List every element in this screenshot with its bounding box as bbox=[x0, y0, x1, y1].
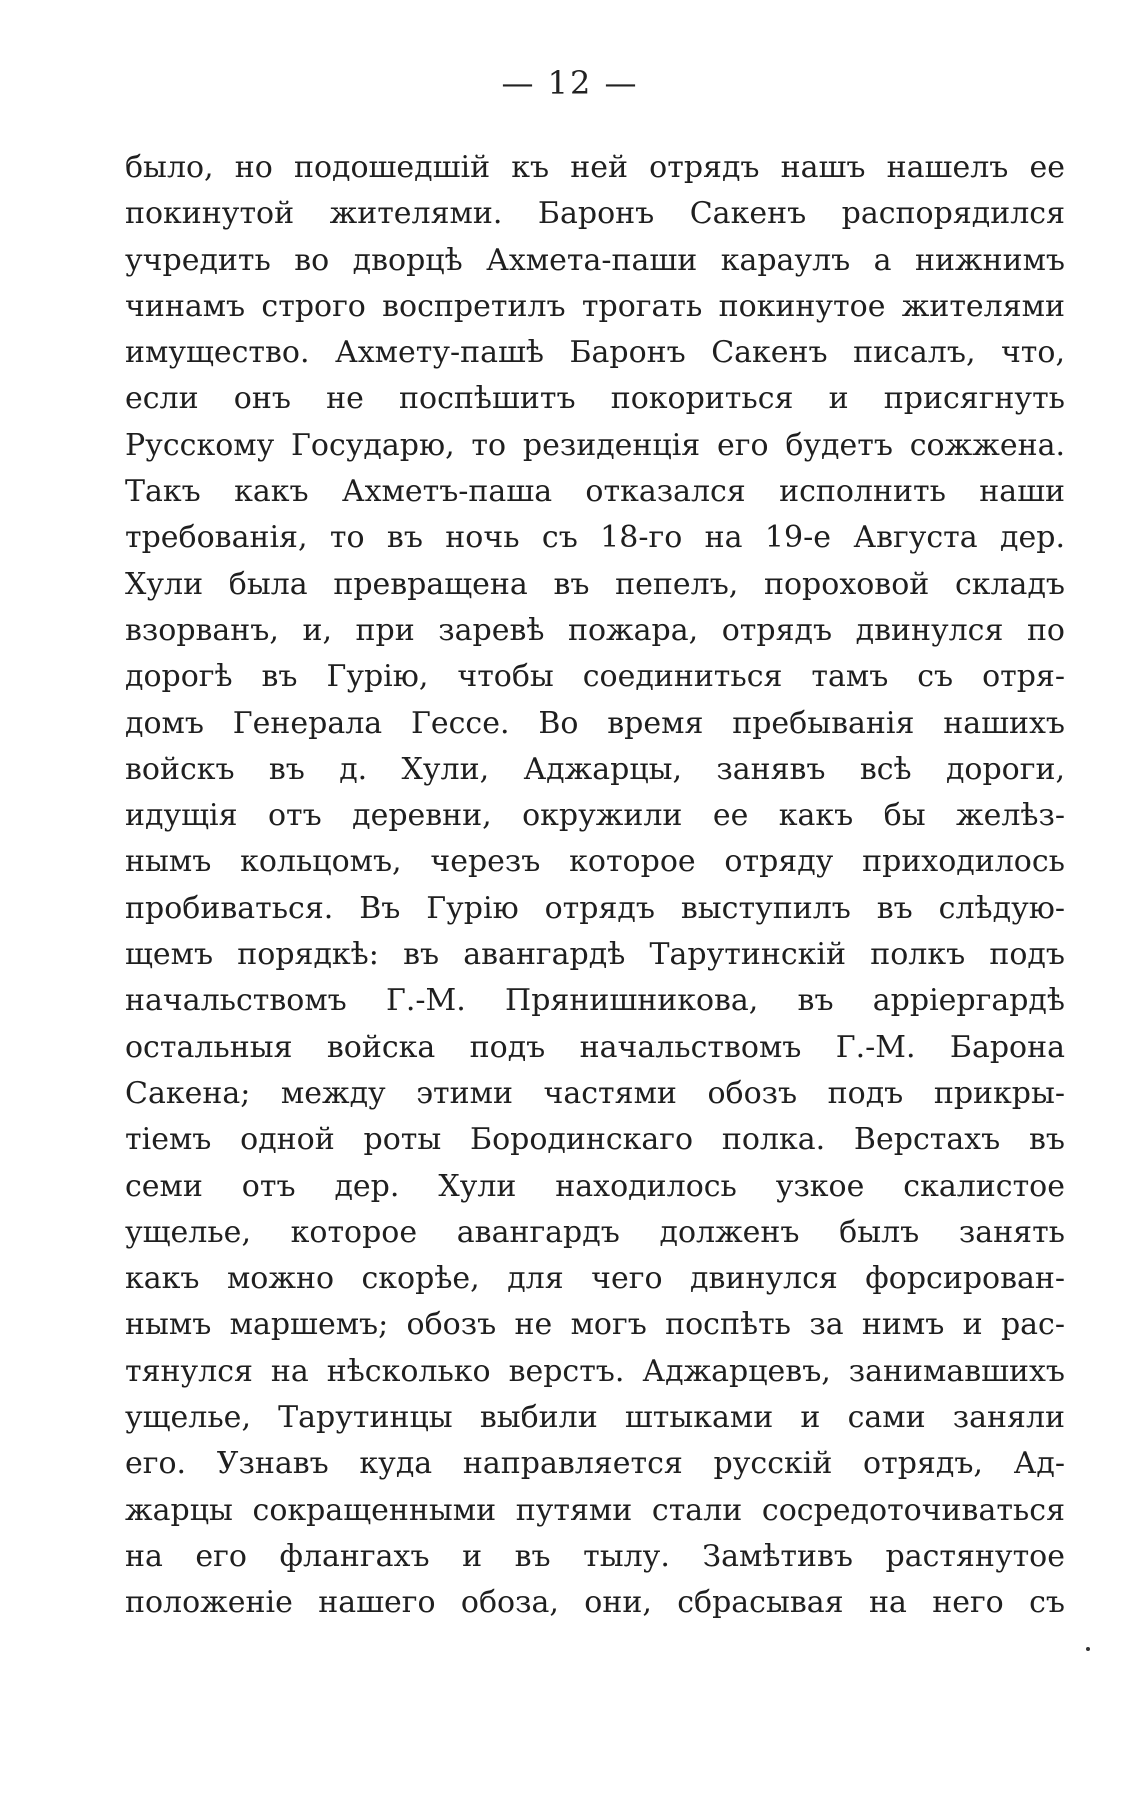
text-line: требованія, то въ ночь съ 18-го на 19-е Августа дер. bbox=[125, 520, 1065, 556]
text-line: нымъ маршемъ; обозъ не могъ поспѣть за нимъ и рас- bbox=[125, 1307, 1065, 1343]
text-line: начальствомъ Г.-М. Прянишникова, въ арріергардѣ bbox=[125, 983, 1065, 1019]
text-line: щемъ порядкѣ: въ авангардѣ Тарутинскій полкъ подъ bbox=[125, 937, 1065, 973]
text-line: Русскому Государю, то резиденція его будетъ сожжена. bbox=[125, 427, 1065, 463]
text-line: положеніе нашего обоза, они, сбрасывая на него съ bbox=[125, 1585, 1065, 1621]
text-line: Такъ какъ Ахметъ-паша отказался исполнить наши bbox=[125, 474, 1065, 510]
text-line: нымъ кольцомъ, черезъ которое отряду приходилось bbox=[125, 844, 1065, 880]
text-line: домъ Генерала Гессе. Во время пребыванія нашихъ bbox=[125, 705, 1065, 741]
text-line: остальныя войска подъ начальствомъ Г.-М. Барона bbox=[125, 1029, 1065, 1065]
text-line: ущелье, Тарутинцы выбили штыками и сами заняли bbox=[125, 1400, 1065, 1436]
page-number: — 12 — bbox=[501, 64, 639, 102]
text-line: семи отъ дер. Хули находилось узкое скалистое bbox=[125, 1168, 1065, 1204]
text-line: если онъ не поспѣшитъ покориться и присягнуть bbox=[125, 381, 1065, 417]
text-line: жарцы сокращенными путями стали сосредоточиваться bbox=[125, 1492, 1065, 1528]
text-line: войскъ въ д. Хули, Аджарцы, занявъ всѣ дороги, bbox=[125, 751, 1065, 787]
text-line: было, но подошедшій къ ней отрядъ нашъ нашелъ ее bbox=[125, 150, 1065, 185]
text-line: учредить во дворцѣ Ахмета-паши караулъ а нижнимъ bbox=[125, 242, 1065, 278]
ink-speck bbox=[1086, 1647, 1090, 1651]
text-line: имущество. Ахмету-пашѣ Баронъ Сакенъ писалъ, что, bbox=[125, 335, 1065, 371]
text-line: пробиваться. Въ Гурію отрядъ выступилъ въ слѣдую- bbox=[125, 890, 1065, 926]
body-text bbox=[125, 145, 1065, 1627]
text-line: дорогѣ въ Гурію, чтобы соединиться тамъ съ отря- bbox=[125, 659, 1065, 695]
text-line: Хули была превращена въ пепелъ, пороховой складъ bbox=[125, 566, 1065, 602]
text-line: Сакена; между этими частями обозъ подъ прикры- bbox=[125, 1075, 1065, 1111]
text-line: идущія отъ деревни, окружили ее какъ бы желѣз- bbox=[125, 798, 1065, 834]
text-line: покинутой жителями. Баронъ Сакенъ распорядился bbox=[125, 196, 1065, 232]
text-line: взорванъ, и, при заревѣ пожара, отрядъ двинулся по bbox=[125, 612, 1065, 648]
text-line: чинамъ строго воспретилъ трогать покинутое жителями bbox=[125, 288, 1065, 324]
text-line: тіемъ одной роты Бородинскаго полка. Верстахъ въ bbox=[125, 1122, 1065, 1158]
text-line: какъ можно скорѣе, для чего двинулся форсирован- bbox=[125, 1261, 1065, 1297]
text-line: ущелье, которое авангардъ долженъ былъ занять bbox=[125, 1214, 1065, 1250]
text-line: тянулся на нѣсколько верстъ. Аджарцевъ, занимавшихъ bbox=[125, 1353, 1065, 1389]
text-line: на его флангахъ и въ тылу. Замѣтивъ растянутое bbox=[125, 1538, 1065, 1574]
text-line: его. Узнавъ куда направляется русскій отрядъ, Ад- bbox=[125, 1446, 1065, 1482]
